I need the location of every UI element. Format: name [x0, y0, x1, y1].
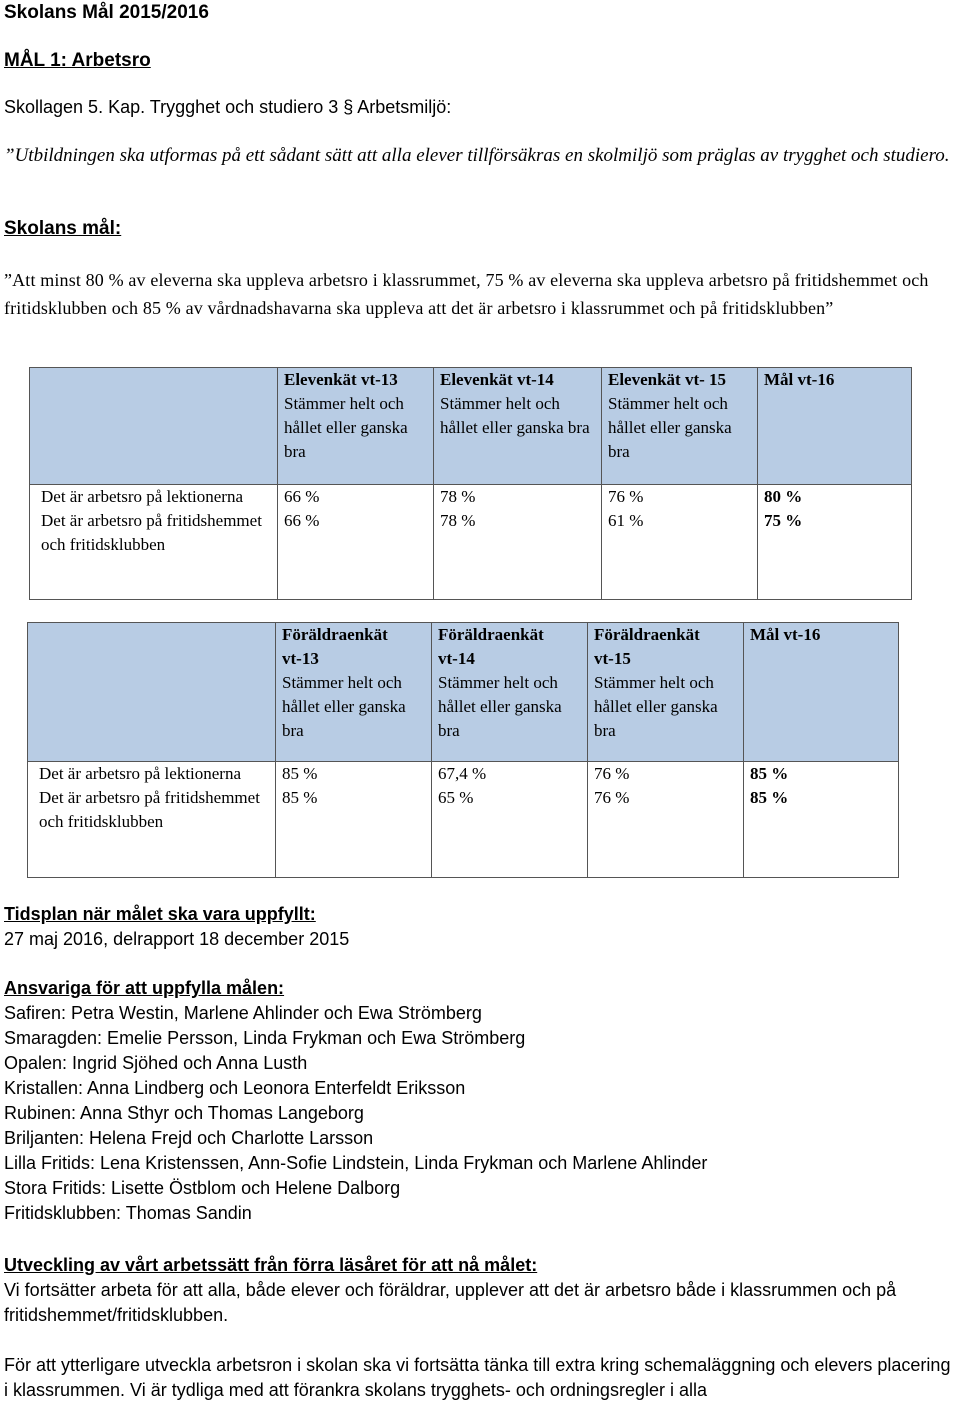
responsible-line: Opalen: Ingrid Sjöhed och Anna Lusth — [4, 1053, 308, 1073]
value: 76 % — [608, 487, 644, 506]
law-reference: Skollagen 5. Kap. Trygghet och studiero 3 § Arbetsmiljö: — [4, 97, 452, 117]
development-section — [4, 1253, 959, 1403]
responsible-line: Safiren: Petra Westin, Marlene Ahlinder och Ewa Strömberg — [4, 1003, 482, 1023]
timeline-text: 27 maj 2016, delrapport 18 december 2015 — [4, 929, 350, 949]
timeline-section — [4, 902, 349, 952]
value-cell — [434, 485, 602, 600]
header-title: Föräldraenkät vt-13 — [282, 625, 388, 668]
value: 65 % — [438, 788, 474, 807]
responsible-line: Rubinen: Anna Sthyr och Thomas Langeborg — [4, 1103, 364, 1123]
table-corner-cell — [30, 368, 278, 485]
header-subtitle: Stämmer helt och hållet eller ganska bra — [440, 394, 590, 437]
table-header-cell — [744, 623, 899, 762]
value: 66 % — [284, 511, 320, 530]
value: 78 % — [440, 487, 476, 506]
table-header-cell — [588, 623, 744, 762]
responsible-section — [4, 976, 707, 1226]
header-title: Elevenkät vt- 15 — [608, 370, 727, 389]
header-title: Mål vt-16 — [750, 625, 821, 644]
development-heading: Utveckling av vårt arbetssätt från förra läsåret för att nå målet: — [4, 1255, 538, 1275]
value: 61 % — [608, 511, 644, 530]
table-header-cell — [432, 623, 588, 762]
goal-value: 85 % — [750, 788, 789, 807]
responsible-line: Smaragden: Emelie Persson, Linda Frykman och Ewa Strömberg — [4, 1028, 526, 1048]
value: 85 % — [282, 764, 318, 783]
row-label: Det är arbetsro på lektionerna — [41, 487, 244, 506]
goal-value-cell — [758, 485, 912, 600]
header-subtitle: Stämmer helt och hållet eller ganska bra — [438, 673, 562, 740]
value-cell — [602, 485, 758, 600]
table-header-cell — [276, 623, 432, 762]
header-title: Föräldraenkät vt-15 — [594, 625, 700, 668]
value-cell — [588, 762, 744, 878]
row-label: Det är arbetsro på lektionerna — [39, 764, 242, 783]
responsible-line: Lilla Fritids: Lena Kristenssen, Ann-Sofie Lindstein, Linda Frykman och Marlene Ahlinder — [4, 1153, 708, 1173]
goal-value: 75 % — [764, 511, 803, 530]
table-header-cell — [434, 368, 602, 485]
header-subtitle: Stämmer helt och hållet eller ganska bra — [594, 673, 718, 740]
table-corner-cell — [28, 623, 276, 762]
row-label-cell — [30, 485, 278, 600]
header-title: Elevenkät vt-14 — [440, 370, 554, 389]
header-subtitle: Stämmer helt och hållet eller ganska bra — [282, 673, 406, 740]
responsible-heading: Ansvariga för att uppfylla målen: — [4, 978, 285, 998]
value-cell — [432, 762, 588, 878]
timeline-heading: Tidsplan när målet ska vara uppfyllt: — [4, 904, 316, 924]
responsible-line: Stora Fritids: Lisette Östblom och Helene Dalborg — [4, 1178, 401, 1198]
row-label-cell — [28, 762, 276, 878]
value: 76 % — [594, 764, 630, 783]
value: 76 % — [594, 788, 630, 807]
row-label: Det är arbetsro på fritidshemmet och fritidsklubben — [39, 788, 260, 831]
school-goal-text: ”Att minst 80 % av eleverna ska uppleva arbetsro i klassrummet, 75 % av eleverna ska uppleva arbetsro på fritidshemmet och fritidsklubben och 85 % av vårdnadshavarna ska uppleva att det är arbetsro i klassrummet och på fritidsklubben” — [4, 270, 929, 318]
goal-value-cell — [744, 762, 899, 878]
development-paragraph: För att ytterligare utveckla arbetsron i skolan ska vi fortsätta tänka till extra kring schemaläggning och elevers placering i klassrummen. Vi är tydliga med att förankra skolans trygghets- och ordningsregler i alla — [4, 1355, 951, 1400]
table-header-cell — [602, 368, 758, 485]
header-title: Mål vt-16 — [764, 370, 835, 389]
responsible-line: Kristallen: Anna Lindberg och Leonora Enterfeldt Eriksson — [4, 1078, 466, 1098]
responsible-line: Briljanten: Helena Frejd och Charlotte Larsson — [4, 1128, 374, 1148]
header-subtitle: Stämmer helt och hållet eller ganska bra — [608, 394, 732, 461]
table-header-cell — [758, 368, 912, 485]
parent-survey-table — [27, 622, 899, 878]
header-subtitle: Stämmer helt och hållet eller ganska bra — [284, 394, 408, 461]
responsible-line: Fritidsklubben: Thomas Sandin — [4, 1203, 252, 1223]
school-goal-heading: Skolans mål: — [4, 218, 122, 239]
development-paragraph: Vi fortsätter arbeta för att alla, både elever och föräldrar, upplever att det är arbetsro både i klassrummen och på fritidshemmet/fritidsklubben. — [4, 1280, 897, 1325]
value: 78 % — [440, 511, 476, 530]
goal-value: 80 % — [764, 487, 803, 506]
page-title: Skolans Mål 2015/2016 — [4, 2, 209, 23]
table-header-cell — [278, 368, 434, 485]
row-label: Det är arbetsro på fritidshemmet och fritidsklubben — [41, 511, 262, 554]
value-cell — [278, 485, 434, 600]
value: 66 % — [284, 487, 320, 506]
header-title: Föräldraenkät vt-14 — [438, 625, 544, 668]
student-survey-table — [29, 367, 912, 600]
value: 85 % — [282, 788, 318, 807]
value: 67,4 % — [438, 764, 487, 783]
goal-value: 85 % — [750, 764, 789, 783]
goal-heading: MÅL 1: Arbetsro — [4, 50, 151, 71]
header-title: Elevenkät vt-13 — [284, 370, 398, 389]
law-quote: ”Utbildningen ska utformas på ett sådant sätt att alla elever tillförsäkras en skolmiljö som präglas av trygghet och studiero. — [4, 145, 950, 166]
value-cell — [276, 762, 432, 878]
